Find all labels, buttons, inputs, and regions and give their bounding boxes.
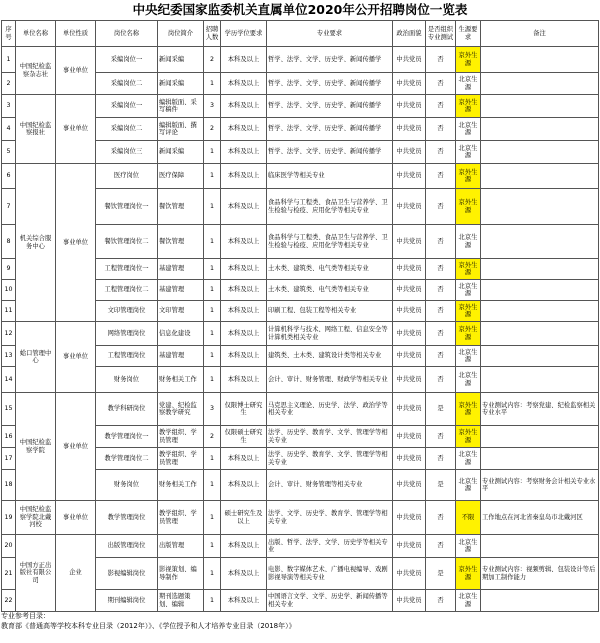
remarks [481, 535, 599, 558]
professional-test: 否 [426, 448, 456, 470]
headcount: 1 [204, 225, 221, 259]
row-index: 14 [2, 367, 16, 393]
row-index: 22 [2, 590, 16, 612]
degree-requirement: 硕士研究生及以上 [221, 501, 267, 535]
degree-requirement: 本科及以上 [221, 470, 267, 501]
remarks [481, 426, 599, 448]
headcount: 1 [204, 73, 221, 95]
degree-requirement: 本科及以上 [221, 225, 267, 259]
professional-test: 是 [426, 393, 456, 426]
table-row [2, 322, 599, 346]
major-requirement: 建筑类、土木类、建筑设计类等相关专业 [267, 346, 393, 367]
headcount: 2 [204, 426, 221, 448]
origin-requirement: 北京生源 [456, 590, 481, 612]
degree-requirement: 本科及以上 [221, 259, 267, 280]
remarks [481, 322, 599, 346]
professional-test: 否 [426, 590, 456, 612]
headcount: 1 [204, 141, 221, 164]
header-cell: 单位性质 [56, 21, 96, 47]
major-requirement: 电影、数字媒体艺术、广播电视编导、戏剧影视导演等相关专业 [267, 558, 393, 590]
position-name: 工程管理岗位一 [96, 259, 158, 280]
origin-requirement: 北京生源 [456, 141, 481, 164]
position-name: 采编岗位二 [96, 73, 158, 95]
political-status: 中共党员 [393, 558, 426, 590]
unit-type: 事业单位 [56, 322, 96, 393]
position-summary: 医疗保障 [158, 164, 204, 189]
degree-requirement: 本科及以上 [221, 558, 267, 590]
professional-test: 是 [426, 558, 456, 590]
professional-test: 否 [426, 189, 456, 225]
unit-name: 中国纪检监察学院北戴河校 [16, 501, 56, 535]
position-summary: 基建管理 [158, 259, 204, 280]
political-status: 中共党员 [393, 259, 426, 280]
origin-requirement: 京外生源 [456, 164, 481, 189]
unit-type: 事业单位 [56, 47, 96, 95]
political-status: 中共党员 [393, 448, 426, 470]
professional-test: 否 [426, 225, 456, 259]
remarks [481, 448, 599, 470]
degree-requirement: 仅限博士研究生 [221, 393, 267, 426]
origin-requirement: 北京生源 [456, 470, 481, 501]
position-name: 出版管理岗位 [96, 535, 158, 558]
headcount: 1 [204, 280, 221, 301]
headcount: 1 [204, 301, 221, 322]
degree-requirement: 本科及以上 [221, 47, 267, 73]
position-summary: 党建、纪检监察教学研究 [158, 393, 204, 426]
headcount: 3 [204, 95, 221, 118]
position-name: 文印管理岗位 [96, 301, 158, 322]
degree-requirement: 本科及以上 [221, 73, 267, 95]
position-name: 工程管理岗位二 [96, 280, 158, 301]
major-requirement: 法学、历史学、教育学、文学、管理学等相关专业 [267, 448, 393, 470]
professional-test: 否 [426, 322, 456, 346]
remarks [481, 280, 599, 301]
origin-requirement: 不限 [456, 501, 481, 535]
remarks [481, 95, 599, 118]
position-name: 教学管理岗位一 [96, 426, 158, 448]
major-requirement: 哲学、法学、文学、历史学、新闻传播学 [267, 73, 393, 95]
unit-name: 中国纪检监察学院 [16, 393, 56, 501]
position-name: 期刊编辑岗位 [96, 590, 158, 612]
major-requirement: 食品科学与工程类、食品卫生与营养学、卫生检验与检疫、应用化学等相关专业 [267, 225, 393, 259]
professional-test: 否 [426, 95, 456, 118]
position-summary: 期刊选题策划、编辑 [158, 590, 204, 612]
unit-name: 中国方正出版社有限公司 [16, 535, 56, 612]
political-status: 中共党员 [393, 367, 426, 393]
row-index: 6 [2, 164, 16, 189]
major-requirement: 临床医学等相关专业 [267, 164, 393, 189]
degree-requirement: 仅限硕士研究生 [221, 426, 267, 448]
professional-test: 否 [426, 501, 456, 535]
position-summary: 影视策划、编导制作 [158, 558, 204, 590]
remarks: 专业测试内容：视频剪辑、包装设计等后期加工制作能力 [481, 558, 599, 590]
major-requirement: 哲学、法学、文学、历史学、新闻传播学 [267, 47, 393, 73]
position-summary: 编辑版面、采写稿件 [158, 95, 204, 118]
table-row [2, 393, 599, 426]
degree-requirement: 本科及以上 [221, 367, 267, 393]
major-requirement: 印刷工程、包装工程等相关专业 [267, 301, 393, 322]
remarks [481, 164, 599, 189]
unit-type: 事业单位 [56, 164, 96, 322]
position-name: 财务岗位 [96, 367, 158, 393]
major-requirement: 法学、文学、历史学、教育学、管理学等相关专业 [267, 501, 393, 535]
header-cell: 备注 [481, 21, 599, 47]
professional-test: 否 [426, 118, 456, 141]
degree-requirement: 本科及以上 [221, 280, 267, 301]
origin-requirement: 北京生源 [456, 535, 481, 558]
political-status: 中共党员 [393, 95, 426, 118]
row-index: 12 [2, 322, 16, 346]
headcount: 1 [204, 535, 221, 558]
remarks [481, 367, 599, 393]
degree-requirement: 本科及以上 [221, 346, 267, 367]
position-summary: 教学组织、学员管理 [158, 448, 204, 470]
notes-text: 教育部《普通高等学校本科专业目录（2012年）》、《学位授予和人才培养专业目录（2018年）》 [1, 622, 296, 630]
headcount: 2 [204, 47, 221, 73]
row-index: 21 [2, 558, 16, 590]
row-index: 13 [2, 346, 16, 367]
position-summary: 新闻采编 [158, 47, 204, 73]
major-requirement: 会计、审计、财务管理等相关专业 [267, 470, 393, 501]
remarks [481, 118, 599, 141]
position-name: 采编岗位二 [96, 118, 158, 141]
degree-requirement: 本科及以上 [221, 95, 267, 118]
origin-requirement: 北京生源 [456, 280, 481, 301]
row-index: 15 [2, 393, 16, 426]
degree-requirement: 本科及以上 [221, 301, 267, 322]
political-status: 中共党员 [393, 501, 426, 535]
major-requirement: 哲学、法学、文学、历史学、新闻传播学 [267, 118, 393, 141]
header-cell: 学历学位要求 [221, 21, 267, 47]
unit-type: 事业单位 [56, 95, 96, 164]
political-status: 中共党员 [393, 301, 426, 322]
header-cell: 岗位简介 [158, 21, 204, 47]
professional-test: 否 [426, 73, 456, 95]
table-row [2, 535, 599, 558]
position-name: 采编岗位一 [96, 47, 158, 73]
headcount: 1 [204, 448, 221, 470]
degree-requirement: 本科及以上 [221, 590, 267, 612]
origin-requirement: 北京生源 [456, 73, 481, 95]
row-index: 10 [2, 280, 16, 301]
professional-test: 否 [426, 164, 456, 189]
remarks: 专业测试内容：考察党建、纪检监察相关专业水平 [481, 393, 599, 426]
header-row [2, 21, 599, 47]
position-summary: 文印管理 [158, 301, 204, 322]
row-index: 16 [2, 426, 16, 448]
unit-name: 蛤口管理中心 [16, 322, 56, 393]
political-status: 中共党员 [393, 470, 426, 501]
position-summary: 新闻采编 [158, 73, 204, 95]
political-status: 中共党员 [393, 225, 426, 259]
origin-requirement: 北京生源 [456, 367, 481, 393]
headcount: 1 [204, 259, 221, 280]
degree-requirement: 本科及以上 [221, 535, 267, 558]
headcount: 1 [204, 470, 221, 501]
remarks [481, 141, 599, 164]
row-index: 20 [2, 535, 16, 558]
position-name: 工程管理岗位 [96, 346, 158, 367]
political-status: 中共党员 [393, 73, 426, 95]
unit-type: 企业 [56, 535, 96, 612]
remarks: 工作地点在河北省秦皇岛市北戴河区 [481, 501, 599, 535]
political-status: 中共党员 [393, 189, 426, 225]
position-name: 教学管理岗位二 [96, 448, 158, 470]
political-status: 中共党员 [393, 141, 426, 164]
political-status: 中共党员 [393, 322, 426, 346]
position-summary: 餐饮管理 [158, 225, 204, 259]
position-name: 采编岗位三 [96, 141, 158, 164]
origin-requirement: 京外生源 [456, 426, 481, 448]
position-summary: 财务相关工作 [158, 470, 204, 501]
row-index: 2 [2, 73, 16, 95]
position-summary: 基建管理 [158, 280, 204, 301]
header-cell: 序号 [2, 21, 16, 47]
remarks [481, 73, 599, 95]
table-row [2, 47, 599, 73]
remarks [481, 259, 599, 280]
political-status: 中共党员 [393, 346, 426, 367]
position-name: 教学管理岗位 [96, 501, 158, 535]
reference-notes [1, 611, 598, 631]
row-index: 19 [2, 501, 16, 535]
remarks [481, 590, 599, 612]
position-summary: 信息化建设 [158, 322, 204, 346]
header-cell: 是否组织专业测试 [426, 21, 456, 47]
header-cell: 专业要求 [267, 21, 393, 47]
degree-requirement: 本科及以上 [221, 189, 267, 225]
professional-test: 否 [426, 47, 456, 73]
header-cell: 单位名称 [16, 21, 56, 47]
position-name: 餐饮管理岗位一 [96, 189, 158, 225]
origin-requirement: 京外生源 [456, 393, 481, 426]
position-summary: 教学组织、学员管理 [158, 426, 204, 448]
origin-requirement: 北京生源 [456, 225, 481, 259]
row-index: 8 [2, 225, 16, 259]
row-index: 18 [2, 470, 16, 501]
unit-type: 事业单位 [56, 501, 96, 535]
headcount: 3 [204, 393, 221, 426]
professional-test: 否 [426, 426, 456, 448]
origin-requirement: 北京生源 [456, 118, 481, 141]
major-requirement: 计算机科学与技术、网络工程、信息安全等计算机类相关专业 [267, 322, 393, 346]
degree-requirement: 本科及以上 [221, 141, 267, 164]
major-requirement: 哲学、法学、文学、历史学、新闻传播学 [267, 95, 393, 118]
position-summary: 基建管理 [158, 346, 204, 367]
major-requirement: 会计、审计、财务管理、财政学等相关专业 [267, 367, 393, 393]
origin-requirement: 京外生源 [456, 189, 481, 225]
political-status: 中共党员 [393, 535, 426, 558]
major-requirement: 马克思主义理论、历史学、法学、政治学等相关专业 [267, 393, 393, 426]
page-title: 中央纪委国家监委机关直属单位2020年公开招聘岗位一览表 [132, 2, 468, 17]
table-row [2, 501, 599, 535]
major-requirement: 土木类、建筑类、电气类等相关专业 [267, 259, 393, 280]
unit-type: 事业单位 [56, 393, 96, 501]
notes-heading: 专业参考目录： [1, 612, 50, 620]
position-name: 网络管理岗位 [96, 322, 158, 346]
row-index: 11 [2, 301, 16, 322]
political-status: 中共党员 [393, 164, 426, 189]
unit-name: 中国纪检监察报社 [16, 95, 56, 164]
degree-requirement: 本科及以上 [221, 322, 267, 346]
major-requirement: 土木类、建筑类、电气类等相关专业 [267, 280, 393, 301]
remarks [481, 47, 599, 73]
header-cell: 岗位名称 [96, 21, 158, 47]
degree-requirement: 本科及以上 [221, 448, 267, 470]
headcount: 1 [204, 367, 221, 393]
position-name: 采编岗位一 [96, 95, 158, 118]
headcount: 1 [204, 189, 221, 225]
recruitment-table [1, 20, 599, 612]
origin-requirement: 京外生源 [456, 558, 481, 590]
professional-test: 否 [426, 367, 456, 393]
major-requirement: 中国语言文学、文学、历史学、新闻传播等相关专业 [267, 590, 393, 612]
position-summary: 新闻采编 [158, 141, 204, 164]
position-name: 教学科研岗位 [96, 393, 158, 426]
position-summary: 餐饮管理 [158, 189, 204, 225]
position-name: 财务岗位 [96, 470, 158, 501]
header-cell: 招聘人数 [204, 21, 221, 47]
headcount: 2 [204, 118, 221, 141]
unit-name: 机关综合服务中心 [16, 164, 56, 322]
major-requirement: 食品科学与工程类、食品卫生与营养学、卫生检验与检疫、应用化学等相关专业 [267, 189, 393, 225]
degree-requirement: 本科及以上 [221, 164, 267, 189]
professional-test: 否 [426, 535, 456, 558]
origin-requirement: 京外生源 [456, 301, 481, 322]
origin-requirement: 北京生源 [456, 448, 481, 470]
header-cell: 生源要求 [456, 21, 481, 47]
political-status: 中共党员 [393, 118, 426, 141]
row-index: 7 [2, 189, 16, 225]
table-row [2, 164, 599, 189]
headcount: 1 [204, 501, 221, 535]
remarks [481, 301, 599, 322]
position-summary: 编辑版面、撰写评论 [158, 118, 204, 141]
major-requirement: 哲学、法学、文学、历史学、新闻传播学 [267, 141, 393, 164]
headcount: 1 [204, 346, 221, 367]
position-summary: 教学组织、学员管理 [158, 501, 204, 535]
origin-requirement: 北京生源 [456, 346, 481, 367]
position-name: 餐饮管理岗位二 [96, 225, 158, 259]
professional-test: 否 [426, 259, 456, 280]
political-status: 中共党员 [393, 280, 426, 301]
position-summary: 财务相关工作 [158, 367, 204, 393]
row-index: 4 [2, 118, 16, 141]
remarks: 专业测试内容：考察财务会计相关专业水平 [481, 470, 599, 501]
origin-requirement: 京外生源 [456, 47, 481, 73]
remarks [481, 225, 599, 259]
position-name: 医疗岗位 [96, 164, 158, 189]
professional-test: 否 [426, 346, 456, 367]
political-status: 中共党员 [393, 426, 426, 448]
political-status: 中共党员 [393, 590, 426, 612]
major-requirement: 法学、历史学、教育学、文学、管理学等相关专业 [267, 426, 393, 448]
professional-test: 是 [426, 470, 456, 501]
table-row [2, 95, 599, 118]
professional-test: 否 [426, 280, 456, 301]
origin-requirement: 京外生源 [456, 259, 481, 280]
position-name: 影视编辑岗位 [96, 558, 158, 590]
headcount: 1 [204, 322, 221, 346]
major-requirement: 出版、哲学、法学、文学、历史学等相关专业 [267, 535, 393, 558]
remarks [481, 189, 599, 225]
remarks [481, 346, 599, 367]
row-index: 5 [2, 141, 16, 164]
headcount: 1 [204, 590, 221, 612]
row-index: 9 [2, 259, 16, 280]
unit-name: 中国纪检监察杂志社 [16, 47, 56, 95]
header-cell: 政治面貌 [393, 21, 426, 47]
political-status: 中共党员 [393, 393, 426, 426]
political-status: 中共党员 [393, 47, 426, 73]
origin-requirement: 京外生源 [456, 322, 481, 346]
degree-requirement: 本科及以上 [221, 118, 267, 141]
row-index: 3 [2, 95, 16, 118]
row-index: 17 [2, 448, 16, 470]
headcount: 1 [204, 164, 221, 189]
headcount: 1 [204, 558, 221, 590]
professional-test: 否 [426, 141, 456, 164]
origin-requirement: 京外生源 [456, 95, 481, 118]
position-summary: 出版管理 [158, 535, 204, 558]
professional-test: 否 [426, 301, 456, 322]
row-index: 1 [2, 47, 16, 73]
